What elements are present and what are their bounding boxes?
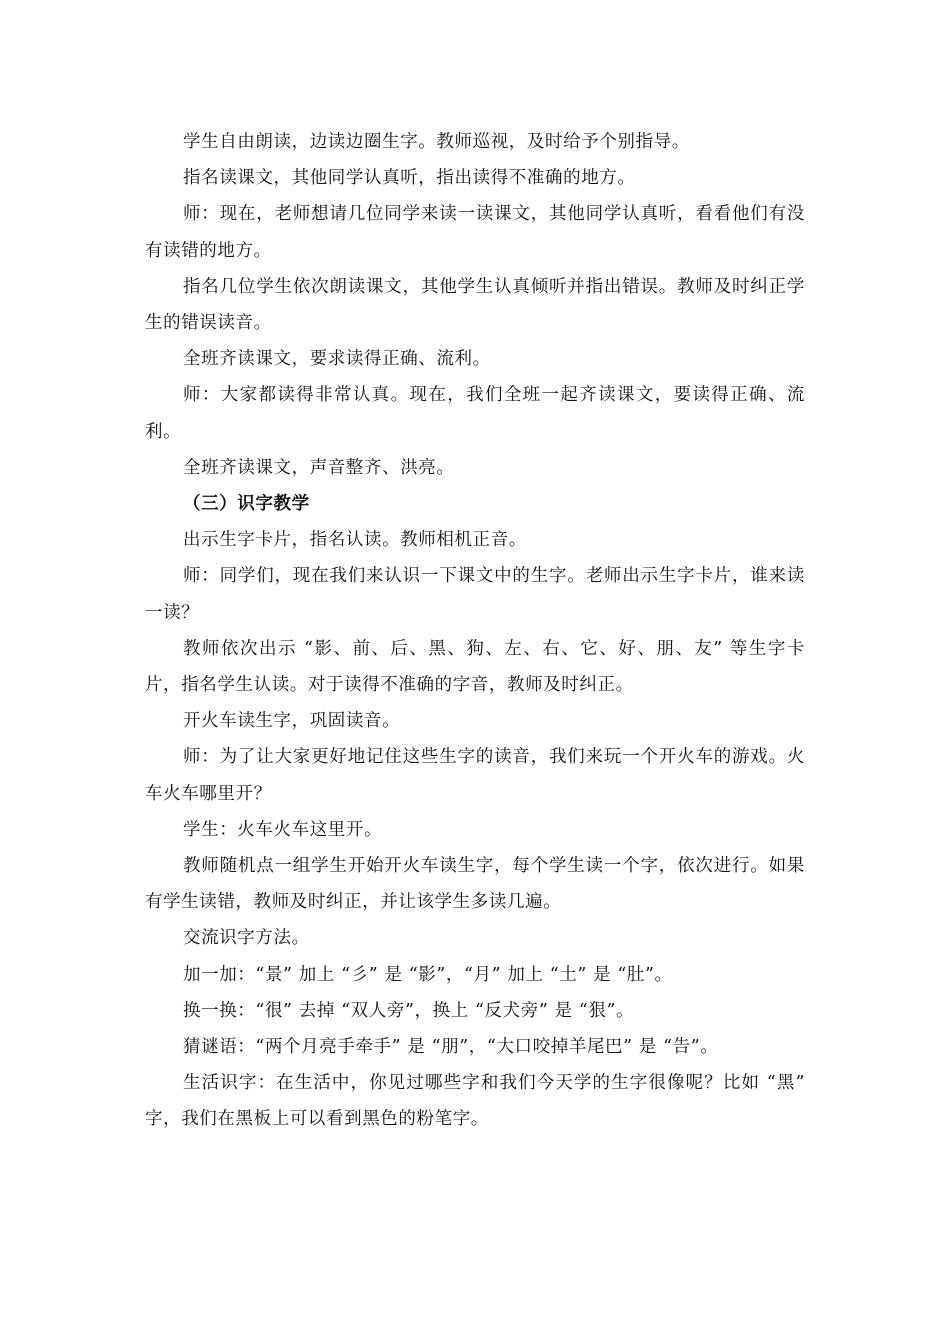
paragraph: 全班齐读课文，声音整齐、洪亮。: [183, 457, 455, 478]
paragraph: 交流识字方法。: [183, 928, 310, 949]
paragraph: 师：现在，老师想请几位同学来读一读课文，其他同学认真听，看看他们有没有读错的地方。: [145, 204, 805, 261]
paragraph: 加一加：“景” 加上 “彡” 是 “影”，“月” 加上 “土” 是 “肚”。: [183, 964, 673, 985]
paragraph: 师：为了让大家更好地记住这些生字的读音，我们来玩一个开火车的游戏。火车火车哪里开？: [145, 747, 805, 804]
paragraph: 指名读课文，其他同学认真听，指出读得不准确的地方。: [183, 168, 636, 189]
paragraph: 指名几位学生依次朗读课文，其他学生认真倾听并指出错误。教师及时纠正学生的错误读音。: [145, 276, 805, 334]
paragraph: 师：大家都读得非常认真。现在，我们全班一起齐读课文，要读得正确、流利。: [145, 385, 805, 442]
paragraph: 学生自由朗读，边读边圈生字。教师巡视，及时给予个别指导。: [183, 132, 690, 152]
paragraph: 全班齐读课文，要求读得正确、流利。: [183, 349, 491, 370]
paragraph: 教师随机点一组学生开始开火车读生字，每个学生读一个字，依次进行。如果有学生读错，教师及时纠正，并让该学生多读几遍。: [145, 856, 805, 913]
paragraph: 猜谜语：“两个月亮手牵手” 是 “朋”，“大口咬掉羊尾巴” 是 “告”。: [183, 1037, 719, 1058]
paragraph: 教师依次出示 “影、前、后、黑、狗、左、右、它、好、朋、友” 等生字卡片，指名学生认读。对于读得不准确的字音，教师及时纠正。: [145, 638, 805, 696]
paragraph: 学生：火车火车这里开。: [183, 819, 383, 840]
paragraph: 出示生字卡片，指名认读。教师相机正音。: [183, 530, 527, 551]
paragraph: 换一换：“很” 去掉 “双人旁”，换上 “反犬旁” 是 “狠”。: [183, 1000, 635, 1021]
paragraph: 生活识字：在生活中，你见过哪些字和我们今天学的生字很像呢？比如 “黑” 字，我们在黑板上可以看到黑色的粉笔字。: [145, 1073, 805, 1130]
section-heading: （三）识字教学: [183, 494, 310, 515]
paragraph: 师：同学们，现在我们来认识一下课文中的生字。老师出示生字卡片，谁来读一读？: [145, 566, 805, 623]
document-body: [145, 124, 805, 1138]
paragraph: 开火车读生字，巩固读音。: [183, 711, 401, 732]
